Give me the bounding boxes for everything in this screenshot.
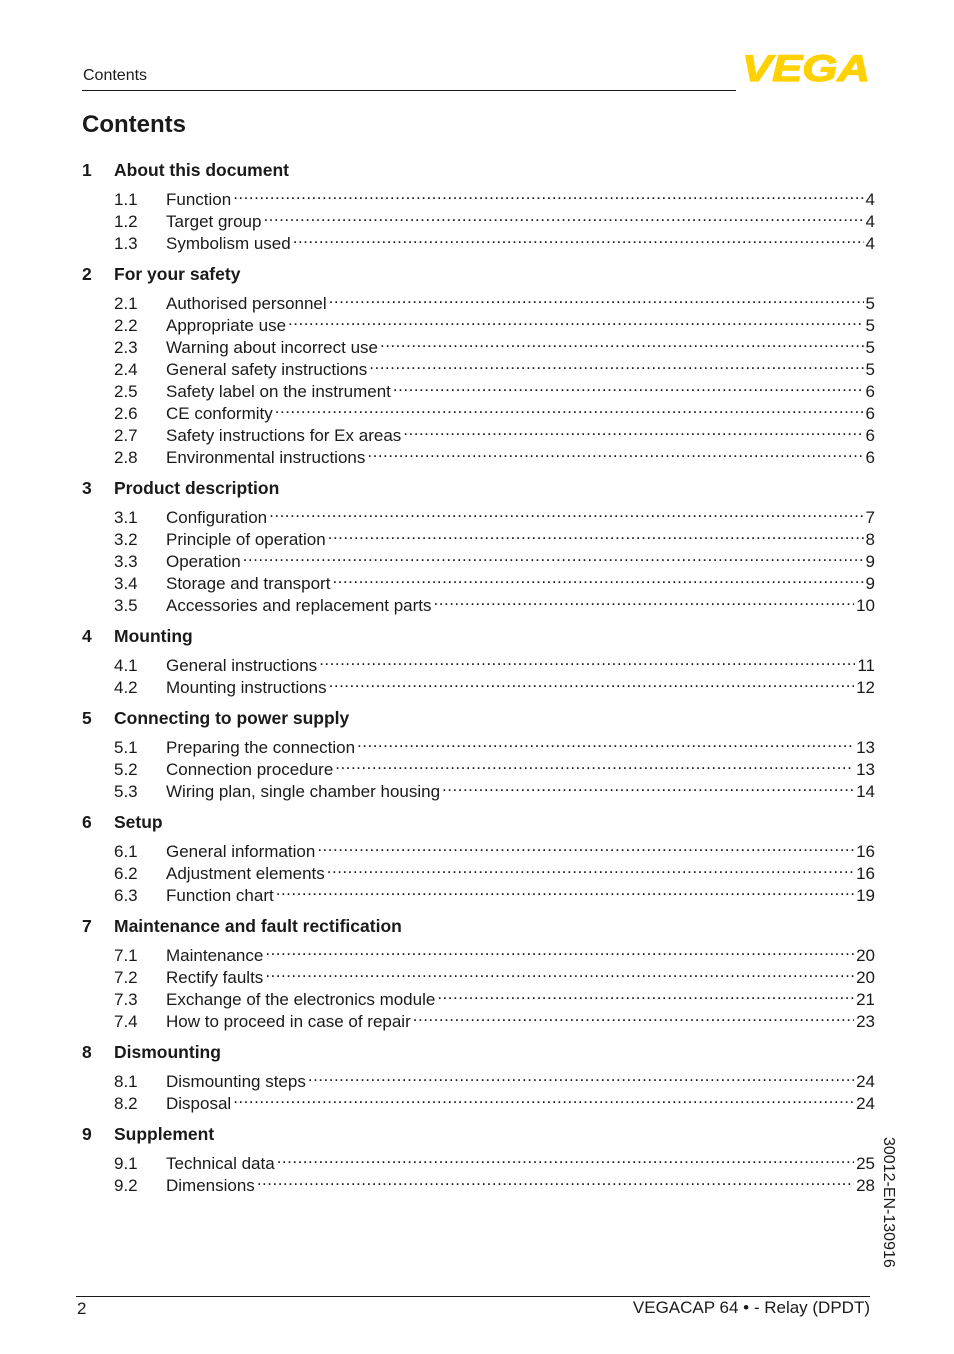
chapter-title: Connecting to power supply [114, 708, 350, 728]
toc-entry[interactable] [82, 287, 875, 313]
toc-chapter [82, 262, 875, 467]
entry-page-number: 9 [865, 552, 875, 571]
entry-page-number: 5 [865, 316, 875, 335]
entry-number: 7.1 [114, 946, 138, 965]
entry-title: Mounting instructions [166, 678, 327, 697]
chapter-title: For your safety [114, 264, 241, 284]
entry-page-number: 9 [865, 574, 875, 593]
dot-leader [328, 523, 864, 545]
dot-leader [403, 419, 863, 441]
toc-chapter [82, 706, 875, 801]
entry-page-number: 13 [856, 760, 875, 779]
entry-page-number: 20 [856, 968, 875, 987]
entry-title: Dismounting steps [166, 1072, 306, 1091]
entry-title: Wiring plan, single chamber housing [166, 782, 441, 801]
chapter-title: Dismounting [114, 1042, 221, 1062]
dot-leader [277, 1147, 854, 1169]
entry-title: Target group [166, 212, 262, 231]
toc-chapter-heading[interactable] [82, 810, 875, 835]
entry-page-number: 5 [865, 338, 875, 357]
entry-page-number: 5 [865, 294, 875, 313]
entry-title: CE conformity [166, 404, 273, 423]
svg-text:VEGA: VEGA [742, 52, 870, 84]
entry-title: Safety label on the instrument [166, 382, 391, 401]
entry-page-number: 16 [856, 842, 875, 861]
toc-chapter [82, 476, 875, 615]
dot-leader [335, 753, 854, 775]
toc-chapter-heading[interactable] [82, 158, 875, 183]
toc-chapter-heading[interactable] [82, 1040, 875, 1065]
footer-page-number: 2 [77, 1299, 87, 1318]
toc-entry[interactable] [82, 501, 875, 527]
entry-number: 3.5 [114, 596, 138, 615]
entry-number: 7.3 [114, 990, 138, 1009]
dot-leader [413, 1005, 854, 1027]
entry-title: Appropriate use [166, 316, 287, 335]
chapter-number: 7 [82, 916, 92, 936]
dot-leader [380, 331, 864, 353]
toc-chapter [82, 1040, 875, 1113]
dot-leader [233, 1087, 854, 1109]
dot-leader [367, 441, 863, 463]
chapter-number: 4 [82, 626, 92, 646]
entry-page-number: 20 [856, 946, 875, 965]
dot-leader [288, 309, 864, 331]
vega-logo-graphic [742, 52, 872, 84]
entry-page-number: 6 [865, 426, 875, 445]
entry-title: Symbolism used [166, 234, 291, 253]
dot-leader [329, 671, 854, 693]
entry-page-number: 13 [856, 738, 875, 757]
entry-title: Accessories and replacement parts [166, 596, 432, 615]
toc-entry[interactable] [82, 1147, 875, 1173]
entry-page-number: 21 [856, 990, 875, 1009]
entry-title: Technical data [166, 1154, 275, 1173]
dot-leader [269, 501, 863, 523]
entry-title: Disposal [166, 1094, 232, 1113]
chapter-number: 5 [82, 708, 92, 728]
page-title: Contents [82, 111, 186, 138]
entry-title: Warning about incorrect use [166, 338, 378, 357]
entry-title: Exchange of the electronics module [166, 990, 436, 1009]
dot-leader [265, 961, 854, 983]
toc-chapter-heading[interactable] [82, 624, 875, 649]
entry-title: Dimensions [166, 1176, 255, 1195]
vega-logo [742, 52, 872, 84]
entry-number: 9.2 [114, 1176, 138, 1195]
entry-title: Safety instructions for Ex areas [166, 426, 402, 445]
dot-leader [393, 375, 864, 397]
toc-chapter-heading[interactable] [82, 1122, 875, 1147]
entry-page-number: 16 [856, 864, 875, 883]
toc-chapter-heading[interactable] [82, 476, 875, 501]
entry-number: 7.4 [114, 1012, 138, 1031]
entry-title: Connection procedure [166, 760, 334, 779]
chapter-number: 9 [82, 1124, 92, 1144]
entry-title: How to proceed in case of repair [166, 1012, 411, 1031]
dot-leader [317, 835, 854, 857]
entry-number: 2.4 [114, 360, 138, 379]
entry-page-number: 23 [856, 1012, 875, 1031]
toc-chapter [82, 914, 875, 1031]
entry-page-number: 4 [865, 190, 875, 209]
entry-number: 8.1 [114, 1072, 138, 1091]
entry-number: 5.3 [114, 782, 138, 801]
entry-number: 7.2 [114, 968, 138, 987]
toc-chapter [82, 1122, 875, 1195]
entry-page-number: 4 [865, 234, 875, 253]
chapter-title: Supplement [114, 1124, 215, 1144]
footer-product-name: VEGACAP 64 • - Relay (DPDT) [632, 1298, 870, 1317]
dot-leader [319, 649, 855, 671]
entry-page-number: 12 [856, 678, 875, 697]
entry-page-number: 24 [856, 1072, 875, 1091]
entry-title: Rectify faults [166, 968, 264, 987]
entry-number: 1.3 [114, 234, 138, 253]
entry-title: Operation [166, 552, 241, 571]
toc-chapter-heading[interactable] [82, 914, 875, 939]
dot-leader [257, 1169, 854, 1191]
entry-number: 1.1 [114, 190, 138, 209]
entry-number: 2.3 [114, 338, 138, 357]
entry-number: 2.8 [114, 448, 138, 467]
dot-leader [434, 589, 855, 611]
entry-page-number: 5 [865, 360, 875, 379]
toc-entry[interactable] [82, 183, 875, 209]
entry-number: 6.1 [114, 842, 138, 861]
entry-title: Environmental instructions [166, 448, 366, 467]
entry-number: 3.2 [114, 530, 138, 549]
footer-divider [76, 1296, 870, 1297]
entry-title: Preparing the connection [166, 738, 356, 757]
toc-entry[interactable] [82, 731, 875, 757]
dot-leader [332, 567, 863, 589]
entry-number: 3.4 [114, 574, 138, 593]
toc-chapter [82, 624, 875, 697]
chapter-number: 2 [82, 264, 92, 284]
dot-leader [265, 939, 854, 961]
toc-entry[interactable] [82, 649, 875, 675]
dot-leader [243, 545, 864, 567]
entry-number: 9.1 [114, 1154, 138, 1173]
entry-number: 4.2 [114, 678, 138, 697]
dot-leader [357, 731, 854, 753]
entry-number: 6.2 [114, 864, 138, 883]
dot-leader [275, 397, 864, 419]
toc-entry[interactable] [82, 835, 875, 861]
dot-leader [233, 183, 863, 205]
dot-leader [327, 857, 854, 879]
dot-leader [308, 1065, 854, 1087]
entry-page-number: 14 [856, 782, 875, 801]
chapter-title: Setup [114, 812, 163, 832]
entry-number: 5.1 [114, 738, 138, 757]
entry-page-number: 19 [856, 886, 875, 905]
chapter-title: Product description [114, 478, 280, 498]
entry-number: 2.6 [114, 404, 138, 423]
entry-number: 6.3 [114, 886, 138, 905]
entry-page-number: 6 [865, 382, 875, 401]
entry-number: 2.7 [114, 426, 138, 445]
dot-leader [276, 879, 854, 901]
dot-leader [442, 775, 854, 797]
entry-title: Adjustment elements [166, 864, 325, 883]
entry-title: General instructions [166, 656, 318, 675]
toc-chapter-heading[interactable] [82, 706, 875, 731]
entry-page-number: 6 [865, 404, 875, 423]
entry-page-number: 8 [865, 530, 875, 549]
toc-entry[interactable] [82, 939, 875, 965]
dot-leader [293, 227, 864, 249]
toc-chapter-heading[interactable] [82, 262, 875, 287]
entry-number: 5.2 [114, 760, 138, 779]
entry-page-number: 28 [856, 1176, 875, 1195]
dot-leader [437, 983, 854, 1005]
entry-title: Authorised personnel [166, 294, 327, 313]
chapter-number: 1 [82, 160, 92, 180]
entry-number: 1.2 [114, 212, 138, 231]
entry-number: 2.5 [114, 382, 138, 401]
dot-leader [369, 353, 863, 375]
entry-title: Function [166, 190, 232, 209]
header-divider [82, 90, 736, 91]
entry-number: 2.1 [114, 294, 138, 313]
entry-title: General safety instructions [166, 360, 368, 379]
entry-number: 3.1 [114, 508, 138, 527]
entry-number: 4.1 [114, 656, 138, 675]
dot-leader [329, 287, 864, 309]
entry-title: Function chart [166, 886, 274, 905]
entry-page-number: 7 [865, 508, 875, 527]
running-header: Contents [83, 67, 148, 84]
entry-page-number: 11 [857, 656, 875, 675]
toc-entry[interactable] [82, 1065, 875, 1091]
chapter-number: 6 [82, 812, 92, 832]
toc-chapter [82, 810, 875, 905]
entry-title: Storage and transport [166, 574, 331, 593]
entry-page-number: 25 [856, 1154, 875, 1173]
dot-leader [263, 205, 863, 227]
entry-number: 2.2 [114, 316, 138, 335]
chapter-number: 3 [82, 478, 92, 498]
chapter-number: 8 [82, 1042, 92, 1062]
chapter-title: Maintenance and fault rectification [114, 916, 402, 936]
entry-number: 8.2 [114, 1094, 138, 1113]
entry-title: Configuration [166, 508, 268, 527]
entry-title: Maintenance [166, 946, 264, 965]
document-number: 30012-EN-130916 [880, 1137, 897, 1268]
chapter-title: Mounting [114, 626, 193, 646]
entry-page-number: 4 [865, 212, 875, 231]
toc-chapter [82, 158, 875, 253]
chapter-title: About this document [114, 160, 289, 180]
entry-page-number: 24 [856, 1094, 875, 1113]
entry-title: Principle of operation [166, 530, 326, 549]
entry-number: 3.3 [114, 552, 138, 571]
entry-page-number: 10 [856, 596, 875, 615]
entry-title: General information [166, 842, 316, 861]
entry-page-number: 6 [865, 448, 875, 467]
table-of-contents [82, 158, 875, 1204]
